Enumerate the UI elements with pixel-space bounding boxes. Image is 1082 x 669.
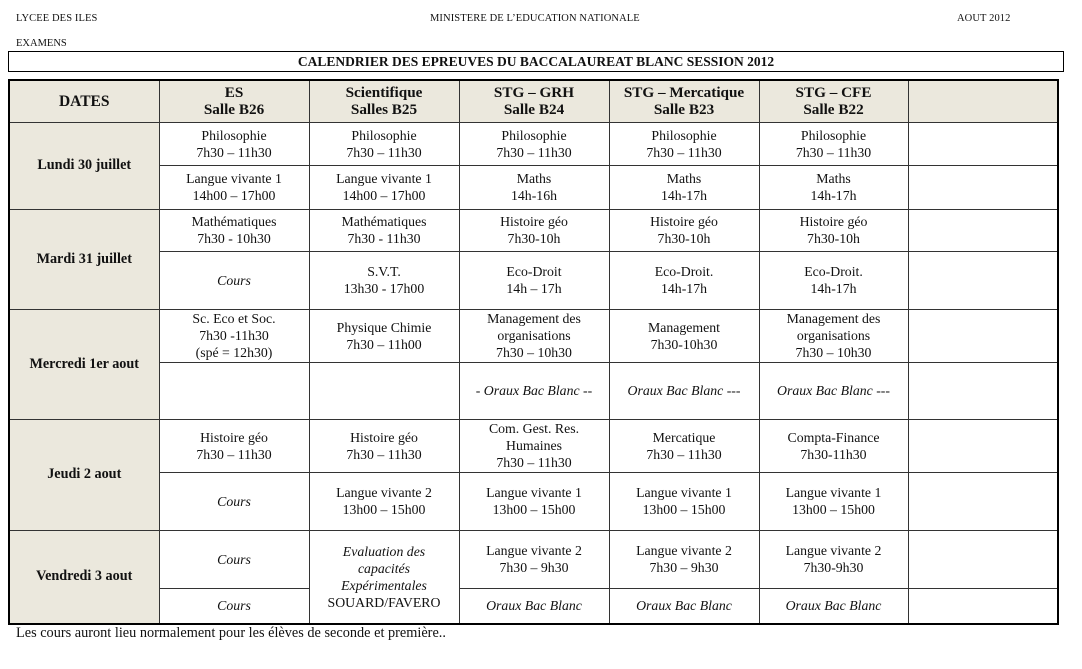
cell-line: 7h30 - 10h30	[197, 231, 271, 246]
exam-cell	[759, 309, 908, 362]
cell-line: 14h-17h	[661, 188, 707, 203]
cell-line: 7h30 – 11h30	[196, 446, 272, 462]
header-row	[9, 80, 1058, 122]
empty-cell	[908, 419, 1058, 472]
exam-cell: Cours	[159, 472, 309, 530]
exam-cell	[309, 309, 459, 362]
exam-cell	[759, 251, 908, 309]
cell-line: 7h30 – 11h30	[496, 144, 572, 160]
table-row	[9, 588, 1058, 624]
exam-cell	[159, 122, 309, 165]
exam-cell	[159, 209, 309, 251]
date-cell: Mardi 31 juillet	[9, 209, 159, 309]
cell-line: 14h-16h	[511, 188, 557, 203]
cell-line: Histoire géo	[350, 429, 418, 445]
header-line: ES	[224, 84, 244, 102]
cell-line: 7h30 – 10h30	[496, 345, 572, 360]
cell-line: Physique Chimie	[336, 319, 432, 335]
cell-line: 13h00 – 15h00	[642, 502, 726, 517]
table-row	[9, 309, 1058, 362]
empty-cell	[908, 122, 1058, 165]
empty-cell	[908, 309, 1058, 362]
cell-line: 7h30 -11h30	[199, 328, 269, 343]
header-line: Salle B22	[803, 101, 864, 119]
cell-line: Maths	[666, 171, 702, 186]
cell-line: S.V.T.	[367, 264, 401, 279]
exam-cell	[459, 472, 609, 530]
exam-cell: - Oraux Bac Blanc --	[459, 362, 609, 419]
exam-cell	[309, 472, 459, 530]
cell-line: Com. Gest. Res.	[488, 421, 580, 436]
exam-cell	[459, 122, 609, 165]
table-row	[9, 209, 1058, 251]
exam-cell	[609, 251, 759, 309]
empty-cell	[908, 472, 1058, 530]
cell-line: Langue vivante 2	[785, 543, 882, 558]
header-line: Salle B24	[503, 101, 565, 119]
empty-cell	[908, 530, 1058, 588]
cell-line: 13h00 – 15h00	[342, 502, 426, 517]
exam-cell: Oraux Bac Blanc ---	[609, 362, 759, 419]
exam-cell	[309, 419, 459, 472]
header-line: Salle B23	[653, 101, 715, 119]
cell-line: Management	[647, 319, 721, 335]
exam-cell	[459, 419, 609, 472]
exam-cell	[609, 472, 759, 530]
cell-line: 14h-17h	[810, 188, 857, 203]
cell-line: capacités	[357, 560, 411, 576]
exam-cell: Oraux Bac Blanc	[609, 588, 759, 624]
exam-schedule-table	[8, 79, 1059, 625]
cell-line: Histoire géo	[200, 429, 268, 445]
exam-cell	[609, 309, 759, 362]
exam-cell	[609, 530, 759, 588]
exam-cell	[759, 165, 908, 209]
cell-line: 13h00 – 15h00	[492, 502, 576, 517]
header-line: STG – GRH	[493, 84, 575, 102]
cell-line: Langue vivante 1	[785, 485, 882, 500]
exam-cell: Cours	[159, 588, 309, 624]
exam-cell	[159, 419, 309, 472]
empty-cell	[908, 165, 1058, 209]
cell-line: 13h00 – 15h00	[792, 502, 875, 517]
exam-cell	[309, 530, 459, 624]
date-cell: Mercredi 1er aout	[9, 309, 159, 419]
cell-line: Langue vivante 1	[486, 485, 582, 500]
exam-cell	[459, 165, 609, 209]
cell-line: organisations	[497, 328, 571, 343]
table-row	[9, 362, 1058, 419]
exam-cell	[159, 309, 309, 362]
cell-line: Histoire géo	[650, 214, 718, 229]
exam-cell	[459, 251, 609, 309]
cell-line: 7h30 – 9h30	[499, 560, 569, 575]
exam-cell	[759, 209, 908, 251]
footer-note: Les cours auront lieu normalement pour les élèves de seconde et première..	[16, 625, 446, 641]
cell-line: 7h30 – 11h30	[496, 455, 572, 470]
cell-line: 14h-17h	[810, 281, 857, 296]
cell-line: Langue vivante 1	[336, 171, 432, 186]
exam-cell	[309, 251, 459, 309]
cell-line: 13h30 - 17h00	[343, 281, 425, 296]
exam-cell	[759, 122, 908, 165]
table-row	[9, 165, 1058, 209]
cell-line: 14h-17h	[661, 281, 707, 296]
cell-line: 7h30 – 10h30	[795, 345, 872, 360]
exam-cell: Oraux Bac Blanc	[759, 588, 908, 624]
cell-line: 7h30 – 11h00	[346, 336, 422, 352]
table-row	[9, 251, 1058, 309]
cell-line: Maths	[816, 171, 851, 186]
page-title: CALENDRIER DES EPREUVES DU BACCALAUREAT BLANC SESSION 2012	[8, 51, 1064, 72]
document-date: AOUT 2012	[957, 13, 1011, 24]
table-row	[9, 472, 1058, 530]
cell-line: 14h – 17h	[506, 281, 562, 296]
header-line: Salles B25	[350, 101, 418, 119]
cell-line: Management des	[487, 311, 581, 326]
school-name: LYCEE DES ILES	[16, 13, 98, 24]
table-row	[9, 530, 1058, 588]
cell-line: Mathématiques	[341, 214, 427, 229]
cell-line: Philosophie	[351, 127, 417, 143]
exam-cell	[609, 165, 759, 209]
exam-cell	[609, 209, 759, 251]
table-row	[9, 122, 1058, 165]
cell-line: Expérimentales	[341, 577, 427, 593]
exam-cell	[309, 122, 459, 165]
cell-line: Langue vivante 2	[636, 543, 732, 558]
cell-line: Humaines	[506, 438, 562, 453]
exam-cell	[159, 165, 309, 209]
cell-line: Evaluation des	[342, 543, 426, 559]
cell-line: 7h30-10h	[807, 231, 860, 246]
column-header-empty	[908, 80, 1058, 122]
column-header-scientifique	[309, 80, 459, 122]
cell-line: Langue vivante 2	[336, 485, 432, 500]
date-cell: Jeudi 2 aout	[9, 419, 159, 530]
cell-line: organisations	[796, 328, 871, 343]
cell-line: 7h30 – 11h30	[196, 144, 272, 160]
cell-line: Langue vivante 2	[486, 543, 582, 558]
empty-cell	[159, 362, 309, 419]
exam-cell	[459, 209, 609, 251]
cell-line: Langue vivante 1	[636, 485, 732, 500]
cell-line: Philosophie	[800, 127, 867, 143]
cell-line: 7h30-10h	[507, 231, 561, 246]
empty-cell	[908, 588, 1058, 624]
cell-line: Langue vivante 1	[186, 171, 282, 186]
cell-line: Histoire géo	[799, 214, 868, 229]
cell-line: Philosophie	[651, 127, 717, 143]
cell-line: Maths	[516, 171, 552, 186]
cell-line: Compta-Finance	[787, 429, 880, 445]
cell-line: Philosophie	[201, 127, 267, 143]
exam-cell	[609, 122, 759, 165]
cell-line: 7h30 - 11h30	[347, 231, 421, 246]
cell-line: 7h30 – 9h30	[649, 560, 719, 575]
empty-cell	[908, 362, 1058, 419]
exam-cell: Oraux Bac Blanc	[459, 588, 609, 624]
cell-line: 7h30 – 11h30	[346, 144, 422, 160]
exam-cell	[309, 209, 459, 251]
cell-line: 7h30 – 11h30	[646, 446, 722, 462]
exam-cell	[459, 530, 609, 588]
cell-line: Eco-Droit.	[804, 264, 863, 279]
cell-line: Mercatique	[652, 429, 716, 445]
cell-line: Philosophie	[501, 127, 567, 143]
column-header-stg-grh	[459, 80, 609, 122]
exam-cell: Cours	[159, 251, 309, 309]
date-cell: Vendredi 3 aout	[9, 530, 159, 624]
column-header-dates: DATES	[9, 80, 159, 122]
header-line: STG – CFE	[795, 84, 872, 102]
cell-line: Eco-Droit	[506, 264, 562, 279]
cell-line: Eco-Droit.	[654, 264, 714, 279]
cell-line: Sc. Eco et Soc.	[192, 311, 276, 326]
cell-line: 7h30-11h30	[800, 446, 867, 462]
column-header-stg-cfe	[759, 80, 908, 122]
cell-line: 7h30-9h30	[803, 560, 864, 575]
exam-cell	[759, 472, 908, 530]
cell-line: Management des	[786, 311, 881, 326]
exam-cell	[759, 419, 908, 472]
cell-line: 14h00 – 17h00	[342, 188, 426, 203]
cell-line: Mathématiques	[191, 214, 277, 229]
cell-line: SOUARD/FAVERO	[327, 594, 441, 610]
cell-line: Histoire géo	[500, 214, 568, 229]
column-header-stg-mercatique	[609, 80, 759, 122]
cell-line: 7h30 – 11h30	[346, 446, 422, 462]
column-header-es	[159, 80, 309, 122]
cell-line: 7h30-10h	[657, 231, 711, 246]
exam-cell	[759, 530, 908, 588]
exam-cell: Oraux Bac Blanc ---	[759, 362, 908, 419]
exam-cell	[459, 309, 609, 362]
date-cell: Lundi 30 juillet	[9, 122, 159, 209]
empty-cell	[908, 251, 1058, 309]
exam-cell	[309, 165, 459, 209]
ministry-name: MINISTERE DE L’EDUCATION NATIONALE	[430, 13, 640, 24]
cell-line: 14h00 – 17h00	[192, 188, 276, 203]
header-line: Salle B26	[203, 101, 265, 119]
cell-line: (spé = 12h30)	[195, 345, 273, 360]
exam-cell: Cours	[159, 530, 309, 588]
empty-cell	[908, 209, 1058, 251]
department-label: EXAMENS	[16, 38, 67, 49]
header-line: Scientifique	[345, 84, 423, 102]
exam-cell	[609, 419, 759, 472]
header-line: STG – Mercatique	[623, 84, 745, 102]
cell-line: 7h30 – 11h30	[646, 144, 722, 160]
empty-cell	[309, 362, 459, 419]
cell-line: 7h30-10h30	[650, 336, 718, 352]
cell-line: 7h30 – 11h30	[795, 144, 872, 160]
table-row	[9, 419, 1058, 472]
